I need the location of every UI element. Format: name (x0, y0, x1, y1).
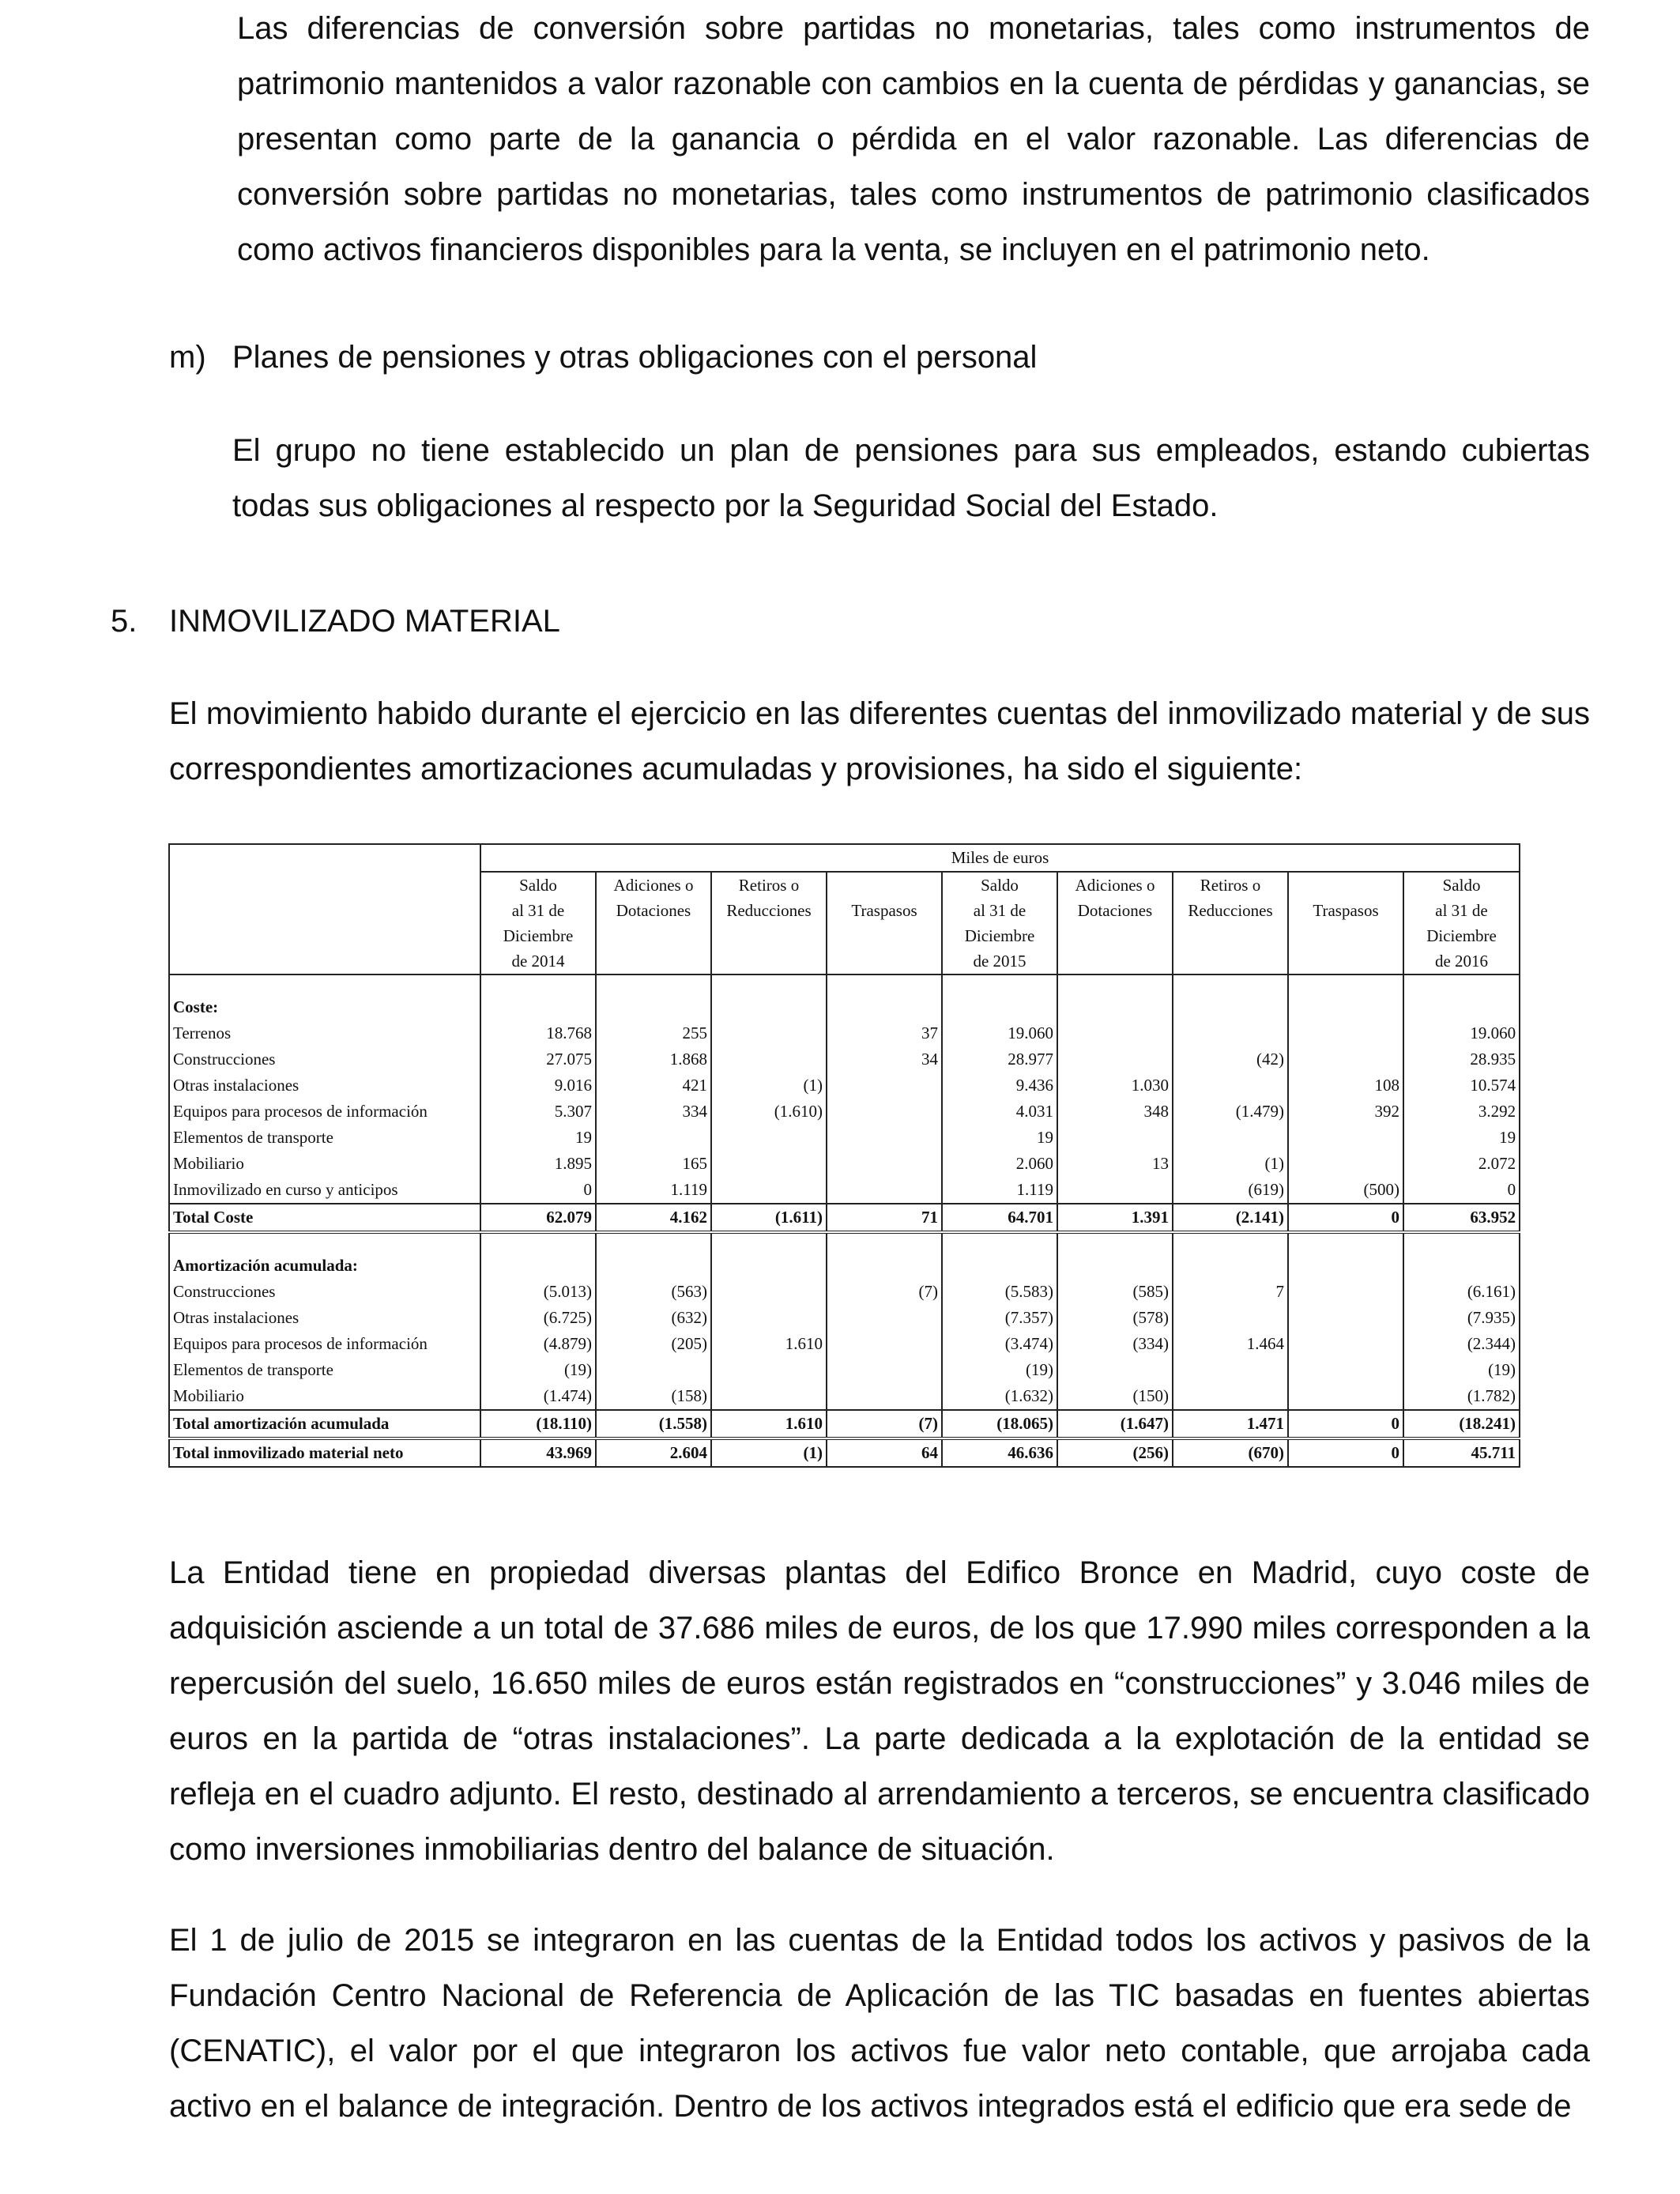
value-cell: 19 (1403, 1125, 1520, 1151)
value-cell: (2.141) (1173, 1204, 1288, 1232)
section-amortizacion-title-label: Amortización acumulada: (169, 1253, 480, 1279)
column-header-cell (711, 923, 827, 948)
blank-cell (711, 1232, 827, 1253)
value-cell: 0 (1403, 1177, 1520, 1204)
blank-cell (1288, 1232, 1403, 1253)
table-header-row (169, 872, 1520, 898)
value-cell: (585) (1057, 1279, 1173, 1305)
value-cell: (150) (1057, 1383, 1173, 1410)
blank-cell (480, 1253, 596, 1279)
column-header-cell: Diciembre (480, 923, 596, 948)
value-cell (1057, 1177, 1173, 1204)
total-neto-row (169, 1438, 1520, 1467)
column-header-cell: Diciembre (942, 923, 1057, 948)
value-cell: (334) (1057, 1331, 1173, 1357)
blank-cell (1403, 994, 1520, 1020)
value-cell (711, 1279, 827, 1305)
blank-cell (711, 974, 827, 994)
value-cell (827, 1177, 942, 1204)
value-cell: (7.935) (1403, 1305, 1520, 1331)
blank-cell (827, 994, 942, 1020)
value-cell: 34 (827, 1046, 942, 1072)
blank-cell (1288, 1253, 1403, 1279)
blank-cell (827, 974, 942, 994)
column-header-cell: Retiros o (1173, 872, 1288, 898)
value-cell: 0 (1288, 1410, 1403, 1438)
value-cell (827, 1331, 942, 1357)
column-header-cell (1288, 948, 1403, 974)
blank-cell (827, 1253, 942, 1279)
column-header-cell: de 2014 (480, 948, 596, 974)
column-header-cell (827, 923, 942, 948)
column-header-cell: Reducciones (1173, 898, 1288, 923)
value-cell: (42) (1173, 1046, 1288, 1072)
table-row (169, 1331, 1520, 1357)
value-cell: 62.079 (480, 1204, 596, 1232)
table-header-row (169, 923, 1520, 948)
value-cell: (632) (596, 1305, 711, 1331)
value-cell: (19) (1403, 1357, 1520, 1383)
value-cell: 9.436 (942, 1072, 1057, 1099)
blank-cell (1403, 1232, 1520, 1253)
column-header-cell: Traspasos (827, 898, 942, 923)
value-cell: (7) (827, 1279, 942, 1305)
table-row (169, 1072, 1520, 1099)
blank-cell (596, 994, 711, 1020)
column-header-cell: Traspasos (1288, 898, 1403, 923)
value-cell: 63.952 (1403, 1204, 1520, 1232)
value-cell (1057, 1125, 1173, 1151)
value-cell (711, 1305, 827, 1331)
value-cell (1288, 1331, 1403, 1357)
table-units-row (169, 844, 1520, 872)
value-cell (1288, 1305, 1403, 1331)
value-cell: 19 (942, 1125, 1057, 1151)
value-cell: (5.583) (942, 1279, 1057, 1305)
blank-cell (711, 1253, 827, 1279)
row-label: Otras instalaciones (169, 1305, 480, 1331)
value-cell: 392 (1288, 1099, 1403, 1125)
value-cell (1173, 1383, 1288, 1410)
heading-section-5-title: INMOVILIZADO MATERIAL (169, 604, 560, 639)
value-cell: 13 (1057, 1151, 1173, 1177)
value-cell (827, 1383, 942, 1410)
value-cell (1173, 1020, 1288, 1046)
table-units-label: Miles de euros (480, 844, 1520, 872)
value-cell: (1.558) (596, 1410, 711, 1438)
value-cell (1173, 1357, 1288, 1383)
blank-cell (1403, 974, 1520, 994)
column-header-cell (1173, 948, 1288, 974)
row-label: Otras instalaciones (169, 1072, 480, 1099)
value-cell (711, 1151, 827, 1177)
value-cell (1288, 1125, 1403, 1151)
value-cell (711, 1357, 827, 1383)
value-cell: (6.161) (1403, 1279, 1520, 1305)
value-cell: 1.119 (942, 1177, 1057, 1204)
blank-cell (1173, 1253, 1288, 1279)
blank-cell (1057, 1232, 1173, 1253)
value-cell: 7 (1173, 1279, 1288, 1305)
row-label: Equipos para procesos de información (169, 1331, 480, 1357)
value-cell: (1) (1173, 1151, 1288, 1177)
value-cell: 37 (827, 1020, 942, 1046)
column-header-cell (1057, 948, 1173, 974)
table-header-stub (169, 948, 480, 974)
value-cell (827, 1072, 942, 1099)
value-cell: (2.344) (1403, 1331, 1520, 1357)
value-cell: 28.977 (942, 1046, 1057, 1072)
value-cell: 1.868 (596, 1046, 711, 1072)
column-header-cell: Retiros o (711, 872, 827, 898)
value-cell: 3.292 (1403, 1099, 1520, 1125)
row-label: Elementos de transporte (169, 1125, 480, 1151)
table-row (169, 1020, 1520, 1046)
value-cell (827, 1099, 942, 1125)
column-header-cell: Adiciones o (596, 872, 711, 898)
value-cell: (7) (827, 1410, 942, 1438)
column-header-cell: Adiciones o (1057, 872, 1173, 898)
fixed-assets-table (168, 843, 1520, 1468)
value-cell: 4.162 (596, 1204, 711, 1232)
value-cell (711, 1125, 827, 1151)
blank-cell (596, 974, 711, 994)
value-cell: 108 (1288, 1072, 1403, 1099)
value-cell (1057, 1020, 1173, 1046)
blank-cell (827, 1232, 942, 1253)
paragraph-edificio-bronce: La Entidad tiene en propiedad diversas plantas del Edifico Bronce en Madrid, cuyo coste de adquisición asciende a un total de 37.686 miles de euros, de los que 17.990 miles corresponden a la repercusión del suelo, 16.650 miles de euros están registrados en “construcciones” y 3.046 miles de euros en la partida de “otras instalaciones”. La parte dedicada a la explotación de la entidad se refleja en el cuadro adjunto. El resto, destinado al arrendamiento a terceros, se encuentra clasificado como inversiones inmobiliarias dentro del balance de situación. (169, 1555, 1590, 1867)
value-cell: (563) (596, 1279, 711, 1305)
value-cell: (670) (1173, 1438, 1288, 1467)
value-cell: 43.969 (480, 1438, 596, 1467)
value-cell: 45.711 (1403, 1438, 1520, 1467)
value-cell: 334 (596, 1099, 711, 1125)
blank-cell (1173, 974, 1288, 994)
blank-cell (596, 1253, 711, 1279)
value-cell (1288, 1279, 1403, 1305)
value-cell: 1.119 (596, 1177, 711, 1204)
heading-pensions (169, 337, 1037, 377)
value-cell: 18.768 (480, 1020, 596, 1046)
value-cell (1173, 1072, 1288, 1099)
value-cell (827, 1305, 942, 1331)
column-header-cell: al 31 de (1403, 898, 1520, 923)
value-cell: (19) (480, 1357, 596, 1383)
value-cell: 5.307 (480, 1099, 596, 1125)
value-cell (1057, 1357, 1173, 1383)
table-row (169, 1177, 1520, 1204)
value-cell: 2.604 (596, 1438, 711, 1467)
value-cell (827, 1125, 942, 1151)
value-cell: (4.879) (480, 1331, 596, 1357)
value-cell: (1.647) (1057, 1410, 1173, 1438)
value-cell: 19.060 (942, 1020, 1057, 1046)
column-header-cell (827, 872, 942, 898)
value-cell: 255 (596, 1020, 711, 1046)
column-header-cell (1057, 923, 1173, 948)
value-cell: (6.725) (480, 1305, 596, 1331)
table-row (169, 1357, 1520, 1383)
blank-cell (596, 1232, 711, 1253)
value-cell: 27.075 (480, 1046, 596, 1072)
value-cell: 28.935 (1403, 1046, 1520, 1072)
value-cell: (19) (942, 1357, 1057, 1383)
row-label: Total amortización acumulada (169, 1410, 480, 1438)
column-header-cell (596, 948, 711, 974)
table-header-stub (169, 898, 480, 923)
blank-cell (169, 974, 480, 994)
blank-cell (1173, 1232, 1288, 1253)
total-coste-row (169, 1204, 1520, 1232)
blank-cell (1057, 994, 1173, 1020)
blank-cell (1403, 1253, 1520, 1279)
value-cell (1288, 1383, 1403, 1410)
value-cell (1057, 1046, 1173, 1072)
value-cell: 1.030 (1057, 1072, 1173, 1099)
table-spacer-row (169, 974, 1520, 994)
value-cell: (1.610) (711, 1099, 827, 1125)
value-cell: (3.474) (942, 1331, 1057, 1357)
value-cell (711, 1177, 827, 1204)
value-cell: 19.060 (1403, 1020, 1520, 1046)
table-header-row (169, 948, 1520, 974)
value-cell: (578) (1057, 1305, 1173, 1331)
value-cell (827, 1357, 942, 1383)
column-header-cell: de 2016 (1403, 948, 1520, 974)
value-cell (711, 1046, 827, 1072)
heading-section-5 (111, 601, 560, 641)
value-cell: 19 (480, 1125, 596, 1151)
blank-cell (480, 974, 596, 994)
column-header-cell (1288, 923, 1403, 948)
value-cell: (18.065) (942, 1410, 1057, 1438)
value-cell (596, 1357, 711, 1383)
table-spacer-row (169, 1232, 1520, 1253)
blank-cell (480, 994, 596, 1020)
value-cell: 348 (1057, 1099, 1173, 1125)
value-cell (596, 1125, 711, 1151)
value-cell: 10.574 (1403, 1072, 1520, 1099)
row-label: Equipos para procesos de información (169, 1099, 480, 1125)
row-label: Construcciones (169, 1046, 480, 1072)
table-header-row (169, 898, 1520, 923)
value-cell (827, 1151, 942, 1177)
blank-cell (942, 994, 1057, 1020)
heading-section-5-number: 5. (111, 604, 137, 639)
heading-pensions-marker: m) (169, 340, 206, 375)
value-cell: (1) (711, 1438, 827, 1467)
blank-cell (1288, 974, 1403, 994)
table-row (169, 1305, 1520, 1331)
value-cell: (1.474) (480, 1383, 596, 1410)
value-cell: 1.391 (1057, 1204, 1173, 1232)
table-stub-header (169, 844, 480, 872)
value-cell: (7.357) (942, 1305, 1057, 1331)
value-cell (1288, 1357, 1403, 1383)
blank-cell (942, 1232, 1057, 1253)
column-header-cell: de 2015 (942, 948, 1057, 974)
value-cell: (619) (1173, 1177, 1288, 1204)
section-coste-title-label: Coste: (169, 994, 480, 1020)
paragraph-pensions: El grupo no tiene establecido un plan de pensiones para sus empleados, estando cubiertas todas sus obligaciones al respecto por la Seguridad Social del Estado. (232, 433, 1590, 523)
blank-cell (480, 1232, 596, 1253)
table-row (169, 1151, 1520, 1177)
value-cell: 71 (827, 1204, 942, 1232)
value-cell: (5.013) (480, 1279, 596, 1305)
table-row (169, 1125, 1520, 1151)
value-cell: (1) (711, 1072, 827, 1099)
column-header-cell: Diciembre (1403, 923, 1520, 948)
blank-cell (1057, 974, 1173, 994)
value-cell: (1.632) (942, 1383, 1057, 1410)
column-header-cell: Saldo (1403, 872, 1520, 898)
blank-cell (1057, 1253, 1173, 1279)
table-row (169, 1046, 1520, 1072)
value-cell: (158) (596, 1383, 711, 1410)
value-cell (1288, 1046, 1403, 1072)
value-cell: 1.464 (1173, 1331, 1288, 1357)
column-header-cell: Saldo (942, 872, 1057, 898)
value-cell: (1.479) (1173, 1099, 1288, 1125)
table-row (169, 1279, 1520, 1305)
row-label: Construcciones (169, 1279, 480, 1305)
column-header-cell (596, 923, 711, 948)
value-cell: 165 (596, 1151, 711, 1177)
value-cell: 0 (1288, 1204, 1403, 1232)
blank-cell (942, 974, 1057, 994)
value-cell: (256) (1057, 1438, 1173, 1467)
column-header-cell: Reducciones (711, 898, 827, 923)
column-header-cell: al 31 de (942, 898, 1057, 923)
table-header-stub (169, 923, 480, 948)
value-cell (1288, 1020, 1403, 1046)
value-cell: (1.611) (711, 1204, 827, 1232)
value-cell: 0 (1288, 1438, 1403, 1467)
value-cell: 421 (596, 1072, 711, 1099)
column-header-cell (1288, 872, 1403, 898)
value-cell: (18.241) (1403, 1410, 1520, 1438)
row-label: Terrenos (169, 1020, 480, 1046)
value-cell: (1.782) (1403, 1383, 1520, 1410)
value-cell: 1.610 (711, 1410, 827, 1438)
value-cell: 46.636 (942, 1438, 1057, 1467)
blank-cell (169, 1232, 480, 1253)
value-cell: 64.701 (942, 1204, 1057, 1232)
row-label: Mobiliario (169, 1151, 480, 1177)
value-cell: (18.110) (480, 1410, 596, 1438)
value-cell: 0 (480, 1177, 596, 1204)
row-label: Inmovilizado en curso y anticipos (169, 1177, 480, 1204)
paragraph-cenatic: El 1 de julio de 2015 se integraron en las cuentas de la Entidad todos los activos y pasivos de la Fundación Centro Nacional de Referencia de Aplicación de las TIC basadas en fuentes abiertas (CENATIC), el valor por el que integraron los activos fue valor neto contable, que arrojaba cada activo en el balance de integración. Dentro de los activos integrados está el edificio que era sede de (169, 1923, 1590, 2124)
value-cell: 4.031 (942, 1099, 1057, 1125)
value-cell (711, 1020, 827, 1046)
total-amortizacion-row (169, 1410, 1520, 1438)
value-cell (1288, 1151, 1403, 1177)
column-header-cell: al 31 de (480, 898, 596, 923)
column-header-cell: Dotaciones (596, 898, 711, 923)
blank-cell (1173, 994, 1288, 1020)
value-cell: (205) (596, 1331, 711, 1357)
blank-cell (1288, 994, 1403, 1020)
blank-cell (711, 994, 827, 1020)
row-label: Elementos de transporte (169, 1357, 480, 1383)
table-row (169, 1099, 1520, 1125)
table-row (169, 1383, 1520, 1410)
table-header-stub (169, 872, 480, 898)
value-cell (711, 1383, 827, 1410)
value-cell: 2.060 (942, 1151, 1057, 1177)
value-cell (1173, 1305, 1288, 1331)
column-header-cell (827, 948, 942, 974)
value-cell: 1.471 (1173, 1410, 1288, 1438)
value-cell: 9.016 (480, 1072, 596, 1099)
value-cell: (500) (1288, 1177, 1403, 1204)
row-label: Mobiliario (169, 1383, 480, 1410)
column-header-cell: Dotaciones (1057, 898, 1173, 923)
heading-pensions-text: Planes de pensiones y otras obligaciones con el personal (232, 340, 1038, 375)
value-cell: 64 (827, 1438, 942, 1467)
section-coste-title (169, 994, 1520, 1020)
paragraph-movement: El movimiento habido durante el ejercicio en las diferentes cuentas del inmovilizado material y de sus correspondientes amortizaciones acumuladas y provisiones, ha sido el siguiente: (169, 696, 1590, 786)
row-label: Total Coste (169, 1204, 480, 1232)
paragraph-conversion-differences: Las diferencias de conversión sobre partidas no monetarias, tales como instrumentos de patrimonio mantenidos a valor razonable con cambios en la cuenta de pérdidas y ganancias, se presentan como parte de la ganancia o pérdida en el valor razonable. Las diferencias de conversión sobre partidas no monetarias, tales como instrumentos de patrimonio clasificados como activos financieros disponibles para la venta, se incluyen en el patrimonio neto. (237, 11, 1590, 267)
row-label: Total inmovilizado material neto (169, 1438, 480, 1467)
section-amortizacion-title (169, 1253, 1520, 1279)
value-cell (1173, 1125, 1288, 1151)
column-header-cell (711, 948, 827, 974)
value-cell: 2.072 (1403, 1151, 1520, 1177)
blank-cell (942, 1253, 1057, 1279)
value-cell: 1.610 (711, 1331, 827, 1357)
value-cell: 1.895 (480, 1151, 596, 1177)
column-header-cell (1173, 923, 1288, 948)
column-header-cell: Saldo (480, 872, 596, 898)
